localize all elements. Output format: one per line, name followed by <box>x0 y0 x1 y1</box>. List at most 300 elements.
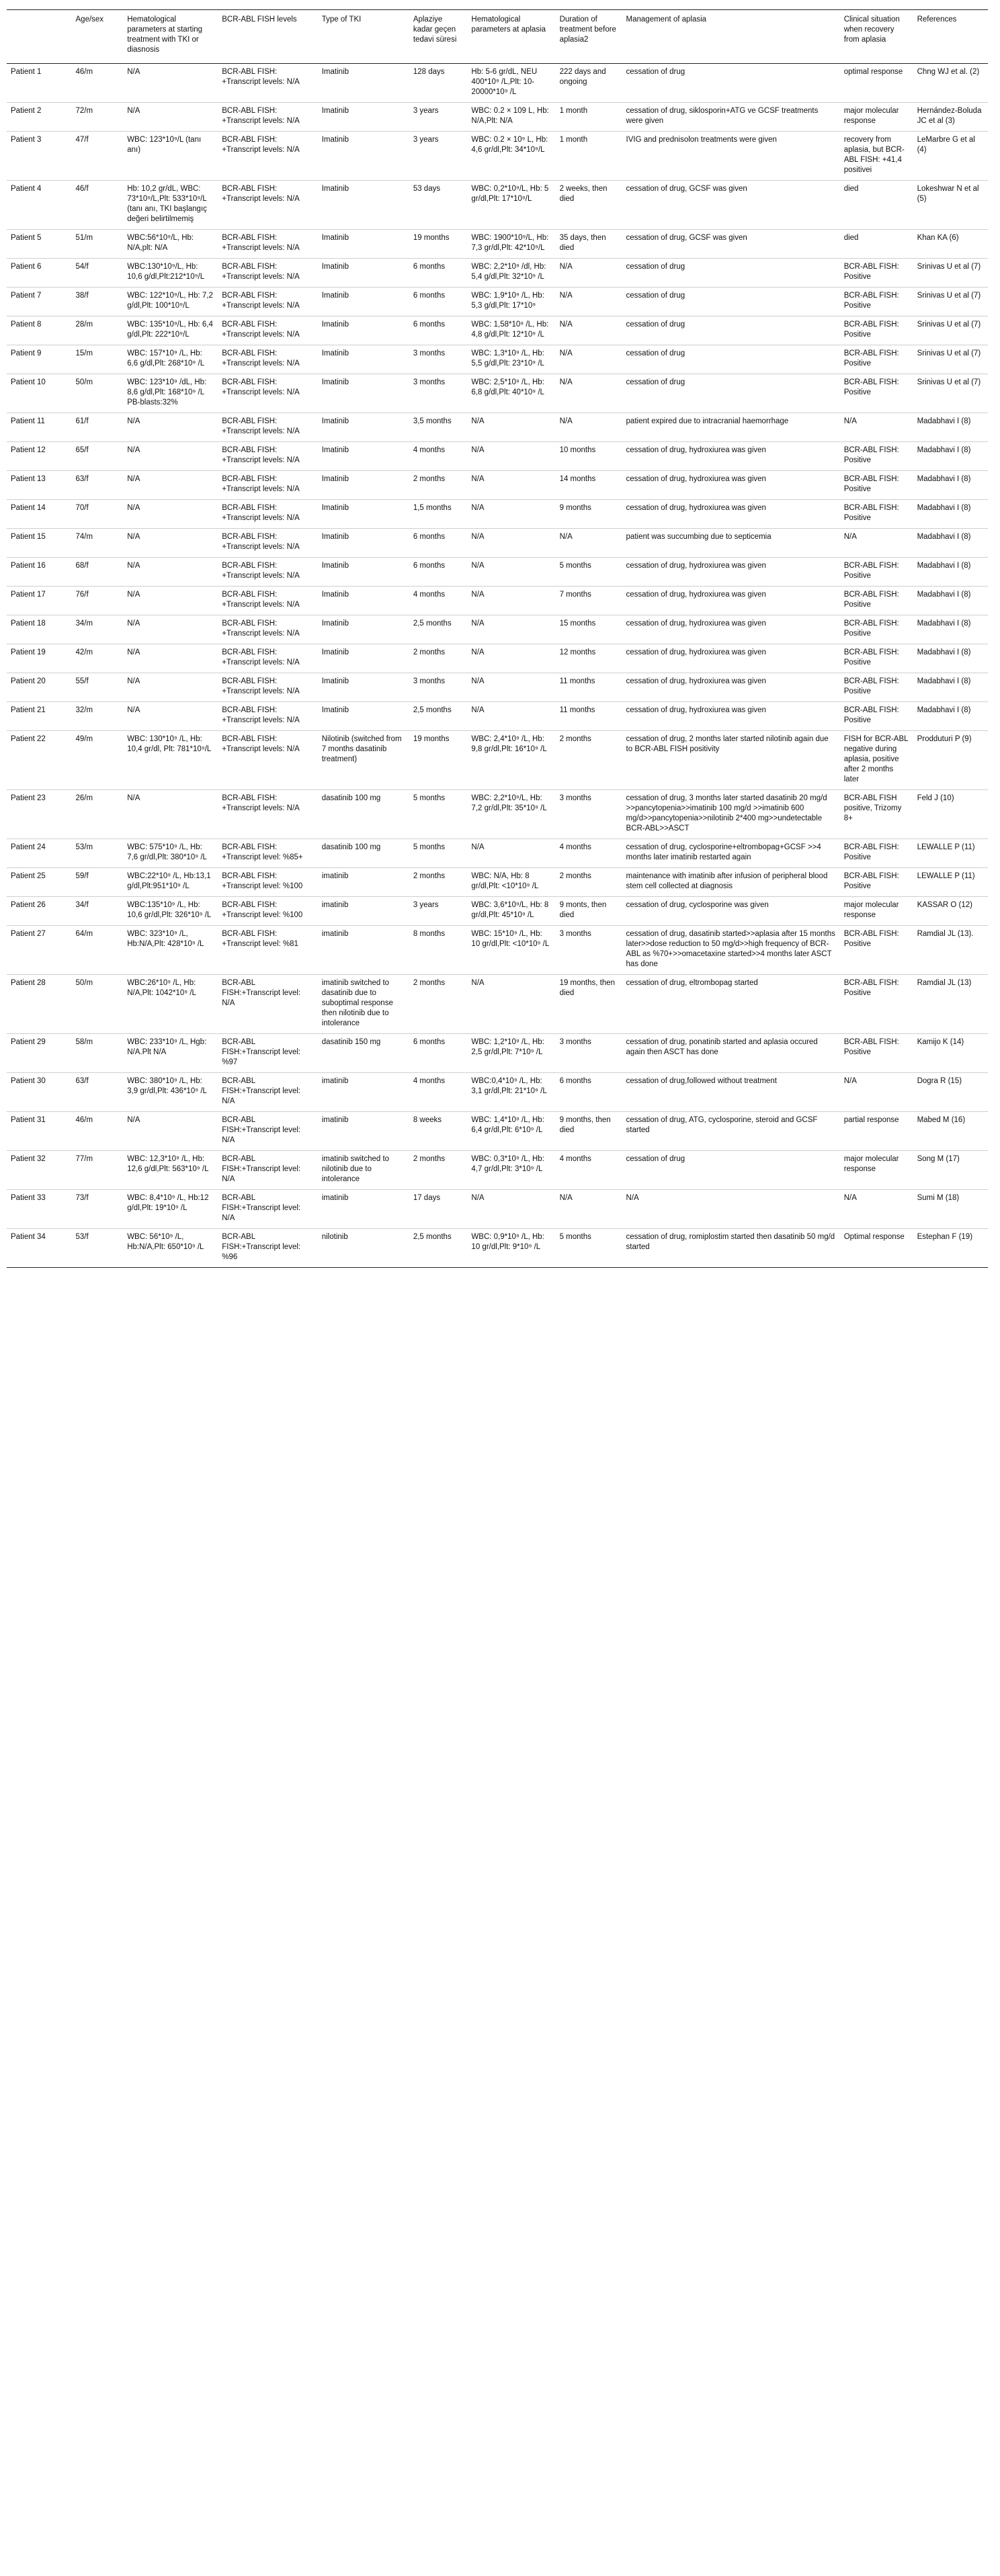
tki-cell: imatinib <box>321 901 349 909</box>
management-cell: cessation of drug <box>626 378 685 386</box>
age-sex-cell: 49/m <box>75 735 93 743</box>
table-row <box>7 975 988 1034</box>
start-params-cell: WBC:26*10⁹ /L, Hb: N/A,Plt: 1042*10⁹ /L <box>127 979 196 997</box>
reference-cell: Ramdial JL (13). <box>917 930 974 938</box>
duration-cell: 11 months <box>559 706 595 714</box>
fish-cell: BCR-ABL FISH:+Transcript level: N/A <box>222 1194 301 1222</box>
clinical-cell: BCR-ABL FISH: Positive <box>843 1038 899 1056</box>
aplasia-params-cell: N/A <box>471 706 485 714</box>
patient-cell: Patient 31 <box>11 1116 46 1124</box>
header-bcr-abl-fish: BCR-ABL FISH levels <box>222 15 297 24</box>
fish-cell: BCR-ABL FISH:+Transcript level: %97 <box>222 1038 301 1066</box>
fish-cell: BCR-ABL FISH: +Transcript levels: N/A <box>222 706 300 724</box>
header-hematological-aplasia: Hematological parameters at aplasia <box>471 15 546 34</box>
tki-cell: Imatinib <box>321 562 349 570</box>
fish-cell: BCR-ABL FISH: +Transcript levels: N/A <box>222 475 300 493</box>
fish-cell: BCR-ABL FISH: +Transcript levels: N/A <box>222 234 300 252</box>
table-row <box>7 181 988 230</box>
reference-cell: Madabhavi I (8) <box>917 533 971 541</box>
fish-cell: BCR-ABL FISH: +Transcript levels: N/A <box>222 68 300 86</box>
header-clinical-situation: Clinical situation when recovery from aplasia <box>843 15 900 44</box>
aplasia-params-cell: WBC: 0,9*10⁹ /L, Hb: 10 gr/dl,Plt: 9*10⁹ /L <box>471 1233 544 1251</box>
reference-cell: Khan KA (6) <box>917 234 959 242</box>
age-sex-cell: 77/m <box>75 1155 93 1163</box>
clinical-cell: BCR-ABL FISH: Positive <box>843 648 899 667</box>
table-row <box>7 103 988 132</box>
start-params-cell: N/A <box>127 107 140 115</box>
aplasia-params-cell: N/A <box>471 504 485 512</box>
clinical-cell: BCR-ABL FISH: Positive <box>843 706 899 724</box>
tki-cell: dasatinib 100 mg <box>321 843 381 851</box>
aplasia-params-cell: WBC: 1,58*10⁹ /L, Hb: 4,8 g/dl,Plt: 12*10⁹ /L <box>471 320 549 339</box>
reference-cell: KASSAR O (12) <box>917 901 973 909</box>
management-cell: cessation of drug, cyclosporine+eltrombopag+GCSF >>4 months later imatinib restarted again <box>626 843 821 861</box>
clinical-cell: major molecular response <box>843 107 899 125</box>
time-to-aplasia-cell: 6 months <box>413 1038 446 1046</box>
tki-cell: Imatinib <box>321 648 349 656</box>
tki-cell: Imatinib <box>321 185 349 193</box>
reference-cell: Lokeshwar N et al (5) <box>917 185 979 203</box>
start-params-cell: WBC: 130*10⁹ /L, Hb: 10,4 gr/dl, Plt: 781*10⁹/L <box>127 735 212 753</box>
start-params-cell: WBC: 323*10⁹ /L, Hb:N/A,Plt: 428*10⁹ /L <box>127 930 204 948</box>
patient-cell: Patient 12 <box>11 446 46 454</box>
aplasia-params-cell: N/A <box>471 475 485 483</box>
aplasia-params-cell: WBC: 3,6*10⁹/L, Hb: 8 gr/dl,Plt: 45*10⁹ /L <box>471 901 549 919</box>
time-to-aplasia-cell: 2 months <box>413 475 446 483</box>
table-row <box>7 644 988 673</box>
patient-cell: Patient 32 <box>11 1155 46 1163</box>
time-to-aplasia-cell: 5 months <box>413 843 446 851</box>
reference-cell: Hernández-Boluda JC et al (3) <box>917 107 982 125</box>
fish-cell: BCR-ABL FISH: +Transcript levels: N/A <box>222 794 300 812</box>
time-to-aplasia-cell: 128 days <box>413 68 445 76</box>
fish-cell: BCR-ABL FISH: +Transcript levels: N/A <box>222 292 300 310</box>
age-sex-cell: 73/f <box>75 1194 89 1202</box>
age-sex-cell: 74/m <box>75 533 93 541</box>
table-row <box>7 1112 988 1151</box>
age-sex-cell: 72/m <box>75 107 93 115</box>
reference-cell: Srinivas U et al (7) <box>917 349 981 357</box>
fish-cell: BCR-ABL FISH: +Transcript levels: N/A <box>222 562 300 580</box>
table-row <box>7 316 988 345</box>
age-sex-cell: 58/m <box>75 1038 93 1046</box>
clinical-cell: died <box>843 185 859 193</box>
fish-cell: BCR-ABL FISH: +Transcript levels: N/A <box>222 107 300 125</box>
tki-cell: Imatinib <box>321 378 349 386</box>
tki-cell: Imatinib <box>321 349 349 357</box>
clinical-cell: N/A <box>843 1077 857 1085</box>
age-sex-cell: 68/f <box>75 562 89 570</box>
clinical-cell: Optimal response <box>843 1233 905 1241</box>
start-params-cell: WBC: 8,4*10⁹ /L, Hb:12 g/dl,Plt: 19*10⁹ /L <box>127 1194 209 1212</box>
start-params-cell: N/A <box>127 677 140 685</box>
clinical-cell: BCR-ABL FISH: Positive <box>843 677 899 695</box>
age-sex-cell: 50/m <box>75 378 93 386</box>
patient-cell: Patient 16 <box>11 562 46 570</box>
clinical-cell: BCR-ABL FISH: Positive <box>843 349 899 368</box>
table-row <box>7 529 988 558</box>
time-to-aplasia-cell: 8 weeks <box>413 1116 442 1124</box>
tki-cell: nilotinib <box>321 1233 348 1241</box>
fish-cell: BCR-ABL FISH: +Transcript levels: N/A <box>222 648 300 667</box>
age-sex-cell: 63/f <box>75 1077 89 1085</box>
table-row <box>7 897 988 926</box>
clinical-cell: BCR-ABL FISH: Positive <box>843 591 899 609</box>
patient-cell: Patient 6 <box>11 263 42 271</box>
patient-cell: Patient 4 <box>11 185 42 193</box>
aplasia-params-cell: N/A <box>471 417 485 425</box>
start-params-cell: N/A <box>127 591 140 599</box>
clinical-cell: died <box>843 234 859 242</box>
aplasia-params-cell: WBC: 1,4*10⁹ /L, Hb: 6,4 gr/dl,Plt: 6*10⁹ /L <box>471 1116 544 1134</box>
reference-cell: Madabhavi I (8) <box>917 562 971 570</box>
table-row <box>7 868 988 897</box>
time-to-aplasia-cell: 2,5 months <box>413 706 452 714</box>
tki-cell: Imatinib <box>321 504 349 512</box>
clinical-cell: BCR-ABL FISH: Positive <box>843 378 899 396</box>
aplasia-params-cell: WBC: 0.2 × 109 L, Hb: N/A,Plt: N/A <box>471 107 549 125</box>
time-to-aplasia-cell: 4 months <box>413 446 446 454</box>
table-body <box>7 64 988 1268</box>
time-to-aplasia-cell: 6 months <box>413 562 446 570</box>
header-duration: Duration of treatment before aplasia2 <box>559 15 616 44</box>
reference-cell: Madabhavi I (8) <box>917 619 971 628</box>
clinical-cell: BCR-ABL FISH: Positive <box>843 504 899 522</box>
page <box>0 0 1000 1281</box>
clinical-cell: N/A <box>843 1194 857 1202</box>
age-sex-cell: 28/m <box>75 320 93 329</box>
reference-cell: Madabhavi I (8) <box>917 591 971 599</box>
duration-cell: 1 month <box>559 136 588 144</box>
start-params-cell: N/A <box>127 68 140 76</box>
fish-cell: BCR-ABL FISH: +Transcript levels: N/A <box>222 349 300 368</box>
tki-cell: imatinib <box>321 1077 349 1085</box>
time-to-aplasia-cell: 19 months <box>413 234 450 242</box>
age-sex-cell: 47/f <box>75 136 89 144</box>
clinical-cell: BCR-ABL FISH: Positive <box>843 292 899 310</box>
fish-cell: BCR-ABL FISH: +Transcript levels: N/A <box>222 735 300 753</box>
start-params-cell: WBC:56*10⁹/L, Hb: N/A,plt: N/A <box>127 234 194 252</box>
aplasia-params-cell: WBC: 0,2*10⁹/L, Hb: 5 gr/dl,Plt: 17*10⁹/L <box>471 185 549 203</box>
duration-cell: 3 months <box>559 930 591 938</box>
start-params-cell: WBC: 157*10⁹ /L, Hb: 6,6 g/dl,Plt: 268*10⁹ /L <box>127 349 205 368</box>
time-to-aplasia-cell: 5 months <box>413 794 446 802</box>
age-sex-cell: 55/f <box>75 677 89 685</box>
case-table <box>7 9 988 1268</box>
age-sex-cell: 50/m <box>75 979 93 987</box>
start-params-cell: N/A <box>127 533 140 541</box>
duration-cell: 2 months <box>559 735 591 743</box>
patient-cell: Patient 27 <box>11 930 46 938</box>
duration-cell: 10 months <box>559 446 596 454</box>
duration-cell: 6 months <box>559 1077 591 1085</box>
management-cell: cessation of drug, ATG, cyclosporine, steroid and GCSF started <box>626 1116 818 1134</box>
tki-cell: Imatinib <box>321 107 349 115</box>
start-params-cell: WBC: 56*10⁹ /L, Hb:N/A,Plt: 650*10⁹ /L <box>127 1233 204 1251</box>
reference-cell: Mabed M (16) <box>917 1116 966 1124</box>
duration-cell: 12 months <box>559 648 596 656</box>
management-cell: cessation of drug, 3 months later started dasatinib 20 mg/d >>pancytopenia>>imatinib 100 mg/d >>imatinib 600 mg/d>>pancytopenia>>nilotinib 2*400 mg>>undetectable BCR-ABL>>ASCT <box>626 794 827 832</box>
aplasia-params-cell: N/A <box>471 1194 485 1202</box>
start-params-cell: WBC: 123*10⁹ /dL, Hb: 8,6 g/dl,Plt: 168*10⁹ /L PB-blasts:32% <box>127 378 207 406</box>
aplasia-params-cell: N/A <box>471 979 485 987</box>
reference-cell: Song M (17) <box>917 1155 960 1163</box>
patient-cell: Patient 9 <box>11 349 42 357</box>
age-sex-cell: 34/f <box>75 901 89 909</box>
aplasia-params-cell: WBC: 2,5*10⁹ /L, Hb: 6,8 g/dl,Plt: 40*10⁹ /L <box>471 378 544 396</box>
duration-cell: 35 days, then died <box>559 234 606 252</box>
start-params-cell: WBC: 135*10⁹/L, Hb: 6,4 g/dl,Plt: 222*10⁹/L <box>127 320 213 339</box>
table-row <box>7 1151 988 1190</box>
age-sex-cell: 46/m <box>75 1116 93 1124</box>
reference-cell: Srinivas U et al (7) <box>917 263 981 271</box>
reference-cell: Prodduturi P (9) <box>917 735 972 743</box>
tki-cell: Imatinib <box>321 263 349 271</box>
start-params-cell: N/A <box>127 417 140 425</box>
table-row <box>7 413 988 442</box>
fish-cell: BCR-ABL FISH: +Transcript levels: N/A <box>222 446 300 464</box>
clinical-cell: optimal response <box>843 68 903 76</box>
time-to-aplasia-cell: 53 days <box>413 185 441 193</box>
fish-cell: BCR-ABL FISH:+Transcript level: N/A <box>222 1155 301 1183</box>
start-params-cell: WBC: 122*10⁹/L, Hb: 7,2 g/dl,Plt: 100*10⁹/L <box>127 292 213 310</box>
reference-cell: Madabhavi I (8) <box>917 417 971 425</box>
reference-cell: Estephan F (19) <box>917 1233 973 1241</box>
table-row <box>7 673 988 702</box>
start-params-cell: N/A <box>127 475 140 483</box>
table-row <box>7 471 988 500</box>
tki-cell: Imatinib <box>321 68 349 76</box>
tki-cell: Imatinib <box>321 706 349 714</box>
management-cell: cessation of drug, GCSF was given <box>626 185 747 193</box>
table-row <box>7 64 988 103</box>
clinical-cell: BCR-ABL FISH: Positive <box>843 446 899 464</box>
table-row <box>7 230 988 259</box>
header-hematological-start: Hematological parameters at starting treatment with TKI or diasnosis <box>127 15 203 54</box>
age-sex-cell: 34/m <box>75 619 93 628</box>
tki-cell: dasatinib 150 mg <box>321 1038 381 1046</box>
time-to-aplasia-cell: 6 months <box>413 320 446 329</box>
clinical-cell: BCR-ABL FISH: Positive <box>843 619 899 638</box>
table-row <box>7 558 988 587</box>
fish-cell: BCR-ABL FISH: +Transcript levels: N/A <box>222 619 300 638</box>
start-params-cell: Hb: 10,2 gr/dL, WBC: 73*10⁹/L,Plt: 533*10⁹/L (tanı anı, TKI başlangıç değeri belirtilmemiş <box>127 185 207 223</box>
patient-cell: Patient 28 <box>11 979 46 987</box>
header-references: References <box>917 15 957 24</box>
management-cell: IVIG and prednisolon treatments were given <box>626 136 777 144</box>
patient-cell: Patient 33 <box>11 1194 46 1202</box>
table-row <box>7 587 988 615</box>
duration-cell: 15 months <box>559 619 596 628</box>
aplasia-params-cell: Hb: 5-6 gr/dL, NEU 400*10⁹ /L,Plt: 10-20000*10⁹ /L <box>471 68 538 96</box>
header-tki-type: Type of TKI <box>321 15 362 24</box>
start-params-cell: N/A <box>127 562 140 570</box>
time-to-aplasia-cell: 2 months <box>413 1155 446 1163</box>
clinical-cell: major molecular response <box>843 901 899 919</box>
table-row <box>7 288 988 316</box>
start-params-cell: WBC:130*10⁹/L, Hb: 10,6 g/dl,Plt:212*10⁹/L <box>127 263 205 281</box>
start-params-cell: N/A <box>127 706 140 714</box>
duration-cell: 2 months <box>559 872 591 880</box>
start-params-cell: WBC: 575*10⁹ /L, Hb: 7,6 gr/dl,Plt: 380*10⁹ /L <box>127 843 207 861</box>
duration-cell: N/A <box>559 292 573 300</box>
duration-cell: 9 months, then died <box>559 1116 611 1134</box>
management-cell: maintenance with imatinib after infusion of peripheral blood stem cell collected at diagnosis <box>626 872 828 890</box>
management-cell: cessation of drug, ponatinib started and aplasia occured again then ASCT has done <box>626 1038 818 1056</box>
start-params-cell: WBC: 380*10⁹ /L, Hb: 3,9 gr/dl,Plt: 436*10⁹ /L <box>127 1077 207 1095</box>
patient-cell: Patient 19 <box>11 648 46 656</box>
patient-cell: Patient 30 <box>11 1077 46 1085</box>
clinical-cell: BCR-ABL FISH positive, Trizomy 8+ <box>843 794 902 822</box>
patient-cell: Patient 14 <box>11 504 46 512</box>
management-cell: cessation of drug <box>626 1155 685 1163</box>
table-header <box>7 10 988 64</box>
management-cell: cessation of drug <box>626 263 685 271</box>
management-cell: cessation of drug, hydroxiurea was given <box>626 562 766 570</box>
aplasia-params-cell: WBC: 15*10⁹ /L, Hb: 10 gr/dl,Plt: <10*10⁹ /L <box>471 930 550 948</box>
age-sex-cell: 15/m <box>75 349 93 357</box>
time-to-aplasia-cell: 17 days <box>413 1194 441 1202</box>
clinical-cell: BCR-ABL FISH: Positive <box>843 475 899 493</box>
aplasia-params-cell: N/A <box>471 446 485 454</box>
fish-cell: BCR-ABL FISH: +Transcript levels: N/A <box>222 417 300 435</box>
reference-cell: Sumi M (18) <box>917 1194 960 1202</box>
table-row <box>7 1229 988 1268</box>
start-params-cell: N/A <box>127 504 140 512</box>
management-cell: cessation of drug, hydroxiurea was given <box>626 504 766 512</box>
clinical-cell: BCR-ABL FISH: Positive <box>843 979 899 997</box>
patient-cell: Patient 5 <box>11 234 42 242</box>
duration-cell: N/A <box>559 320 573 329</box>
start-params-cell: N/A <box>127 619 140 628</box>
duration-cell: 4 months <box>559 1155 591 1163</box>
reference-cell: Srinivas U et al (7) <box>917 292 981 300</box>
aplasia-params-cell: WBC: 0.2 × 10⁹ L, Hb: 4,6 gr/dl,Plt: 34*10⁹/L <box>471 136 548 154</box>
time-to-aplasia-cell: 4 months <box>413 591 446 599</box>
duration-cell: N/A <box>559 349 573 357</box>
time-to-aplasia-cell: 3 years <box>413 136 439 144</box>
duration-cell: 14 months <box>559 475 596 483</box>
reference-cell: Madabhavi I (8) <box>917 475 971 483</box>
tki-cell: imatinib <box>321 1194 349 1202</box>
age-sex-cell: 46/f <box>75 185 89 193</box>
aplasia-params-cell: N/A <box>471 843 485 851</box>
time-to-aplasia-cell: 19 months <box>413 735 450 743</box>
clinical-cell: N/A <box>843 533 857 541</box>
reference-cell: Madabhavi I (8) <box>917 446 971 454</box>
aplasia-params-cell: N/A <box>471 619 485 628</box>
tki-cell: Imatinib <box>321 446 349 454</box>
management-cell: cessation of drug <box>626 320 685 329</box>
start-params-cell: WBC: 12,3*10⁹ /L, Hb: 12,6 g/dl,Plt: 563*10⁹ /L <box>127 1155 209 1173</box>
clinical-cell: FISH for BCR-ABL negative during aplasia, positive after 2 months later <box>843 735 909 783</box>
fish-cell: BCR-ABL FISH: +Transcript levels: N/A <box>222 591 300 609</box>
age-sex-cell: 53/m <box>75 843 93 851</box>
duration-cell: N/A <box>559 417 573 425</box>
header-patient <box>7 10 72 64</box>
patient-cell: Patient 34 <box>11 1233 46 1241</box>
aplasia-params-cell: WBC: N/A, Hb: 8 gr/dl,Plt: <10*10⁹ /L <box>471 872 539 890</box>
table-row <box>7 259 988 288</box>
patient-cell: Patient 18 <box>11 619 46 628</box>
age-sex-cell: 32/m <box>75 706 93 714</box>
table-row <box>7 615 988 644</box>
fish-cell: BCR-ABL FISH: +Transcript levels: N/A <box>222 378 300 396</box>
patient-cell: Patient 26 <box>11 901 46 909</box>
fish-cell: BCR-ABL FISH: +Transcript levels: N/A <box>222 136 300 154</box>
fish-cell: BCR-ABL FISH: +Transcript level: %100 <box>222 872 303 890</box>
reference-cell: LeMarbre G et al (4) <box>917 136 975 154</box>
fish-cell: BCR-ABL FISH:+Transcript level: N/A <box>222 1077 301 1105</box>
time-to-aplasia-cell: 2,5 months <box>413 1233 452 1241</box>
patient-cell: Patient 3 <box>11 136 42 144</box>
time-to-aplasia-cell: 3,5 months <box>413 417 452 425</box>
tki-cell: Imatinib <box>321 591 349 599</box>
age-sex-cell: 59/f <box>75 872 89 880</box>
start-params-cell: N/A <box>127 1116 140 1124</box>
tki-cell: imatinib <box>321 872 349 880</box>
clinical-cell: recovery from aplasia, but BCR-ABL FISH: +41,4 positivei <box>843 136 905 174</box>
patient-cell: Patient 10 <box>11 378 46 386</box>
tki-cell: Imatinib <box>321 136 349 144</box>
tki-cell: imatinib switched to nilotinib due to intolerance <box>321 1155 390 1183</box>
management-cell: cessation of drug <box>626 68 685 76</box>
management-cell: cessation of drug, hydroxiurea was given <box>626 706 766 714</box>
table-row <box>7 500 988 529</box>
duration-cell: 11 months <box>559 677 595 685</box>
tki-cell: Imatinib <box>321 619 349 628</box>
clinical-cell: BCR-ABL FISH: Positive <box>843 562 899 580</box>
patient-cell: Patient 1 <box>11 68 42 76</box>
patient-cell: Patient 13 <box>11 475 46 483</box>
tki-cell: Imatinib <box>321 417 349 425</box>
aplasia-params-cell: N/A <box>471 562 485 570</box>
duration-cell: 19 months, then died <box>559 979 616 997</box>
aplasia-params-cell: WBC: 1900*10⁹/L, Hb: 7,3 gr/dl,Plt: 42*10⁹/L <box>471 234 549 252</box>
tki-cell: Imatinib <box>321 234 349 242</box>
management-cell: cessation of drug, hydroxiurea was given <box>626 591 766 599</box>
reference-cell: LEWALLE P (11) <box>917 872 975 880</box>
tki-cell: Imatinib <box>321 320 349 329</box>
time-to-aplasia-cell: 2,5 months <box>413 619 452 628</box>
aplasia-params-cell: N/A <box>471 648 485 656</box>
patient-cell: Patient 17 <box>11 591 46 599</box>
age-sex-cell: 42/m <box>75 648 93 656</box>
aplasia-params-cell: WBC: 0,3*10⁹ /L, Hb: 4,7 gr/dl,Plt: 3*10⁹ /L <box>471 1155 544 1173</box>
duration-cell: N/A <box>559 1194 573 1202</box>
reference-cell: Madabhavi I (8) <box>917 648 971 656</box>
patient-cell: Patient 8 <box>11 320 42 329</box>
clinical-cell: BCR-ABL FISH: Positive <box>843 320 899 339</box>
start-params-cell: N/A <box>127 648 140 656</box>
age-sex-cell: 51/m <box>75 234 93 242</box>
table-row <box>7 1034 988 1073</box>
table-row <box>7 1190 988 1229</box>
time-to-aplasia-cell: 3 years <box>413 107 439 115</box>
reference-cell: Ramdial JL (13) <box>917 979 972 987</box>
table-row <box>7 790 988 839</box>
time-to-aplasia-cell: 2 months <box>413 872 446 880</box>
reference-cell: Kamijo K (14) <box>917 1038 964 1046</box>
duration-cell: 4 months <box>559 843 591 851</box>
time-to-aplasia-cell: 6 months <box>413 263 446 271</box>
table-row <box>7 345 988 374</box>
tki-cell: imatinib <box>321 930 349 938</box>
management-cell: patient was succumbing due to septicemia <box>626 533 772 541</box>
table-row <box>7 374 988 413</box>
management-cell: cessation of drug, dasatinib started>>aplasia after 15 months later>>dose reduction to 50 mg/d>>high frequency of BCR-ABL as %70+>>omacetaxine started>>4 months later ASCT has done <box>626 930 835 968</box>
start-params-cell: N/A <box>127 446 140 454</box>
